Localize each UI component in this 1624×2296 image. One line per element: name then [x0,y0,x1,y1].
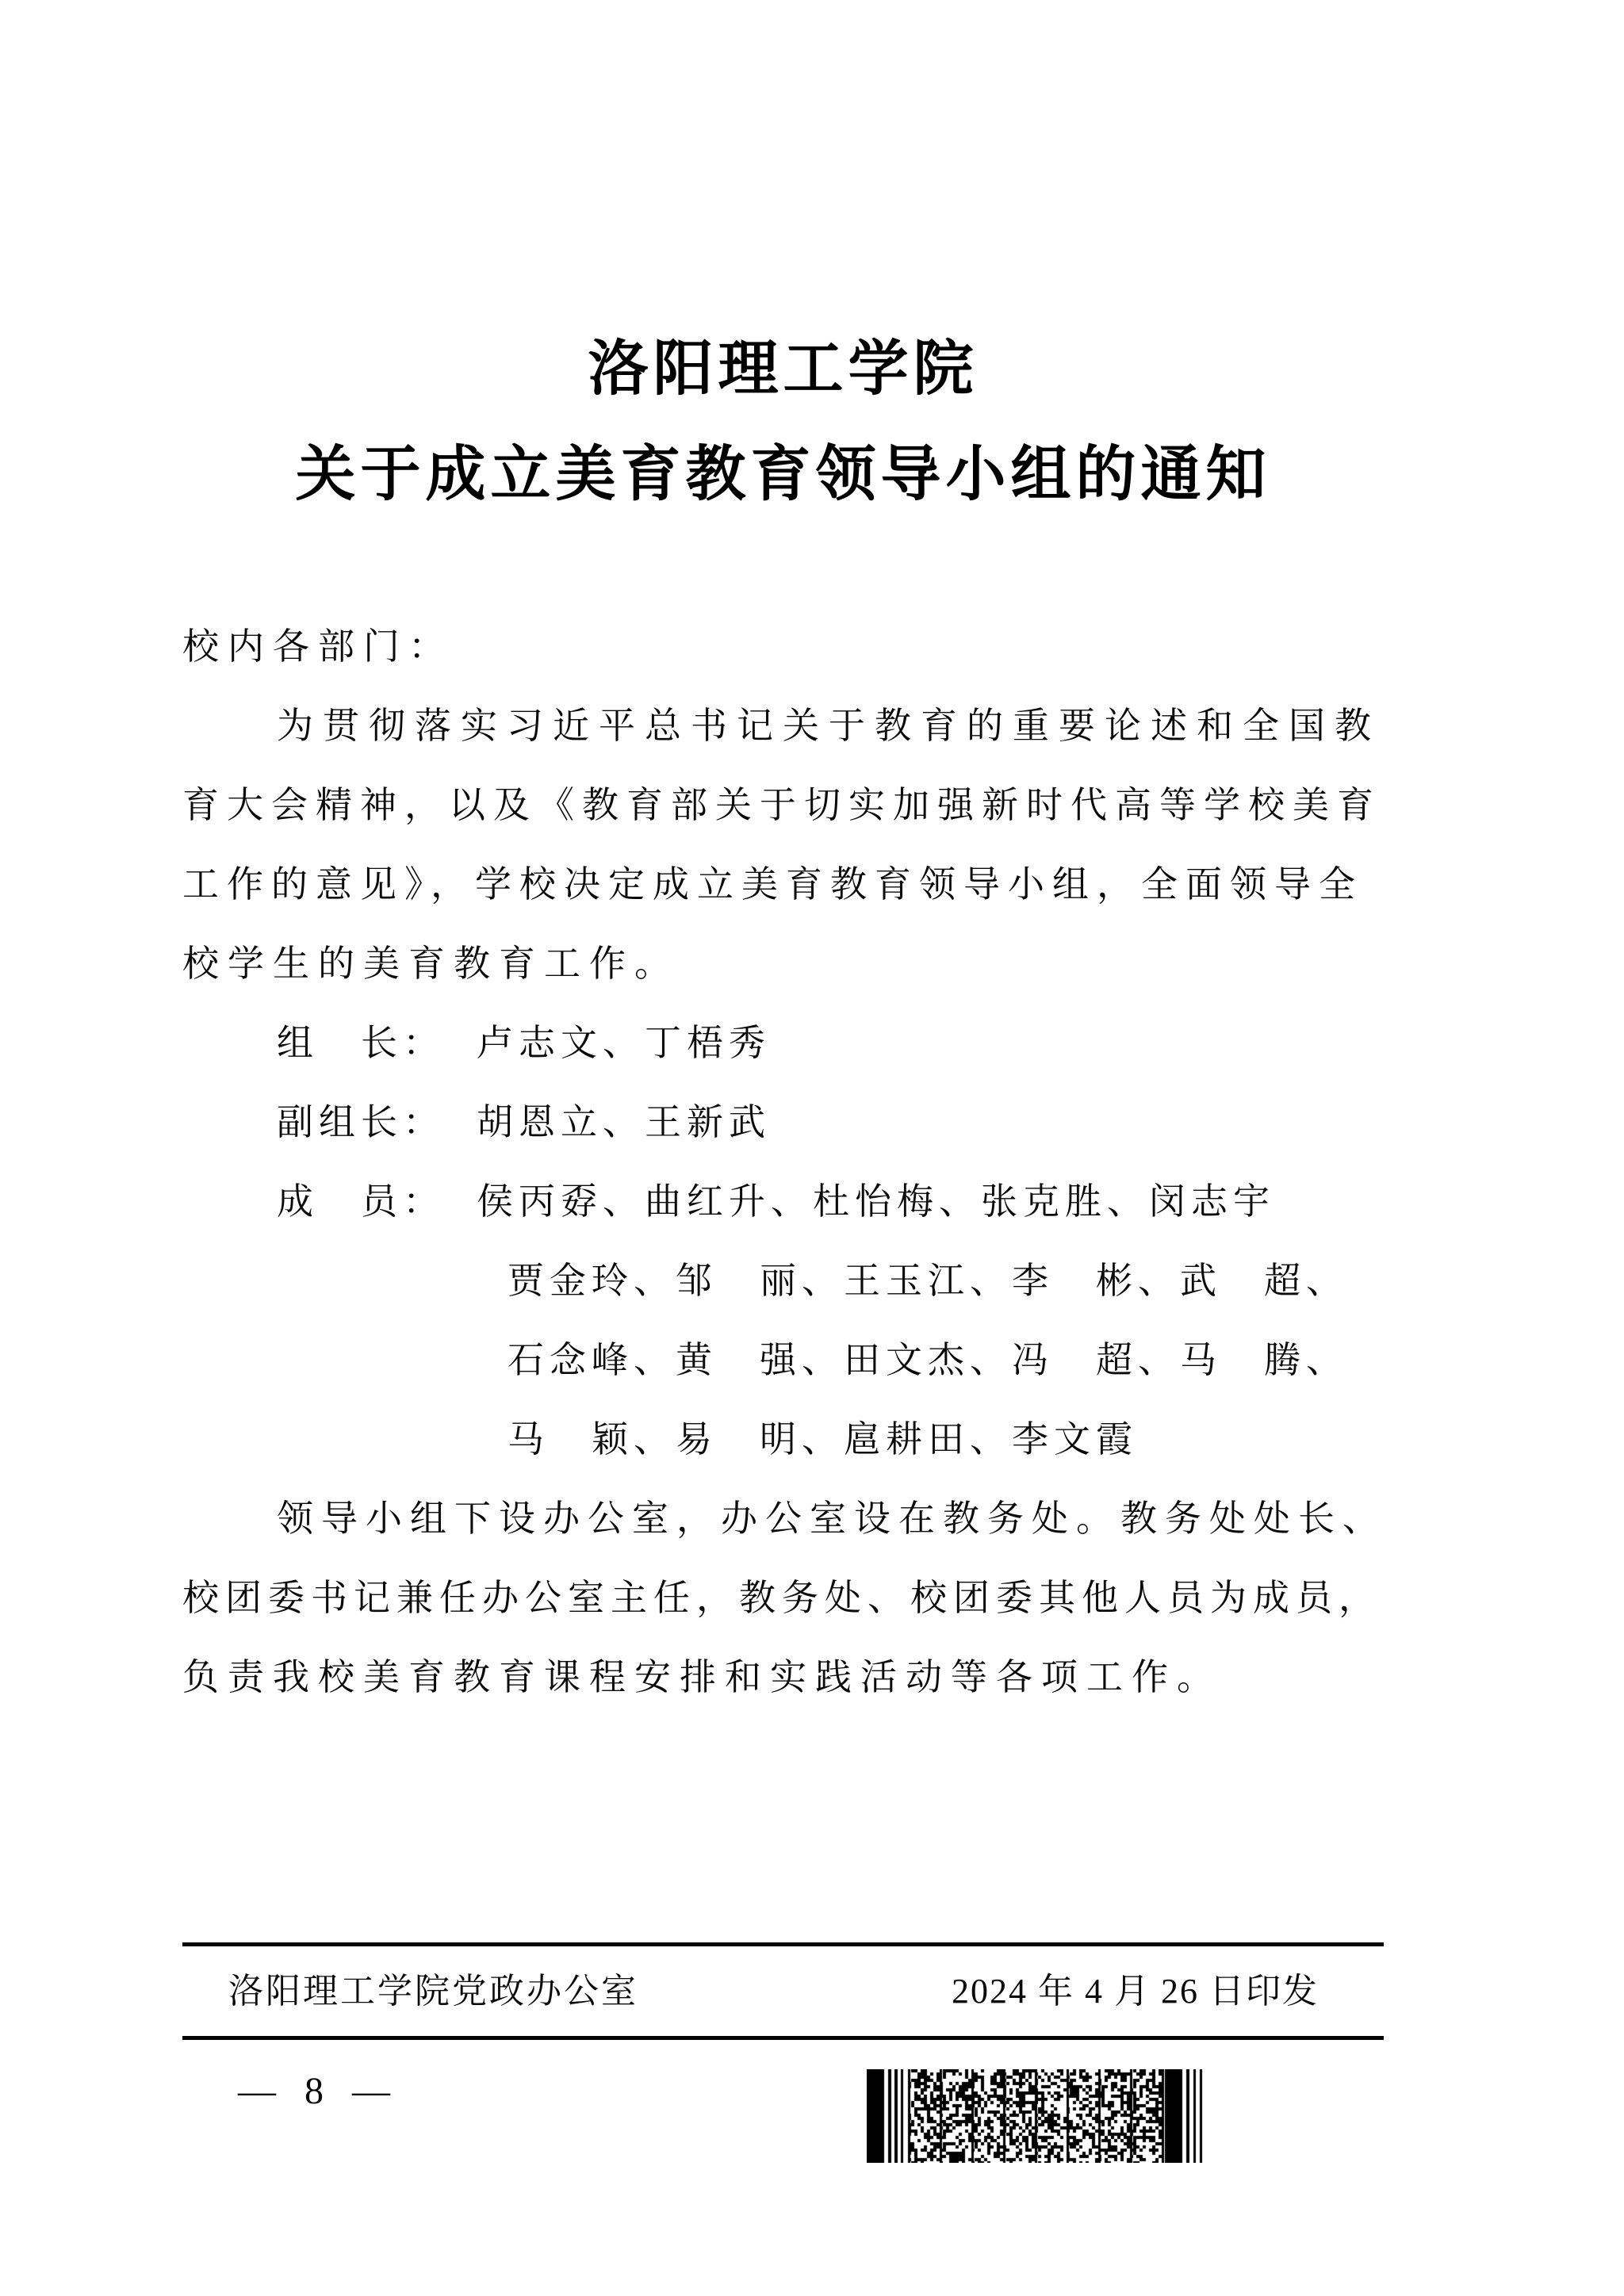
paragraph1-line2: 育大会精神，以及《教育部关于切实加强新时代高等学校美育 [182,785,1381,825]
paragraph2-line3: 负责我校美育教育课程安排和实践活动等各项工作。 [182,1657,1222,1697]
paragraph1-line4: 校学生的美育教育工作。 [182,943,680,984]
title-subject: 关于成立美育教育领导小组的通知 [295,442,1271,508]
paragraph2-line1: 领导小组下设办公室，办公室设在教务处。教务处处长、 [277,1498,1387,1539]
roster-deputy-names: 胡恩立、王新武 [477,1102,771,1142]
roster-member-label: 成 员： [277,1181,445,1222]
footer-row [182,1946,1384,2036]
title-org-name: 洛阳理工学院 [588,336,979,403]
pdf417-barcode [867,2069,1205,2163]
salutation-line: 校内各部门： [182,626,454,667]
footer-issuer: 洛阳理工学院党政办公室 [228,1972,638,2011]
roster-leader-line [182,1004,1384,1083]
paragraph1-line3: 工作的意见》，学校决定成立美育教育领导小组，全面领导全 [182,864,1363,905]
footer-rule-bottom [182,2036,1384,2040]
document-body [182,607,1387,1717]
roster-member-line3: 石念峰、黄 强、田文杰、冯 超、马 腾、 [508,1340,1348,1380]
roster-member-names-1: 侯丙孬、曲红升、杜怡梅、张克胜、闵志宇 [477,1181,1275,1222]
document-title [182,317,1384,528]
roster-leader-names: 卢志文、丁梧秀 [477,1023,771,1063]
roster-deputy-line [182,1083,1384,1162]
page-number: — 8 — [238,2070,400,2112]
roster-member-line4: 马 颖、易 明、扈耕田、李文霞 [508,1419,1138,1460]
roster-member-line2: 贾金玲、邹 丽、王玉江、李 彬、武 超、 [508,1261,1348,1301]
roster-member-line1 [182,1162,1384,1242]
paragraph1-line1: 为贯彻落实习近平总书记关于教育的重要论述和全国教 [277,706,1381,746]
roster-leader-label: 组 长： [277,1023,445,1063]
paragraph2-line2: 校团委书记兼任办公室主任，教务处、校团委其他人员为成员， [182,1578,1381,1618]
footer-print-date: 2024 年 4 月 26 日印发 [952,1972,1319,2011]
roster-deputy-label: 副组长： [277,1102,445,1142]
